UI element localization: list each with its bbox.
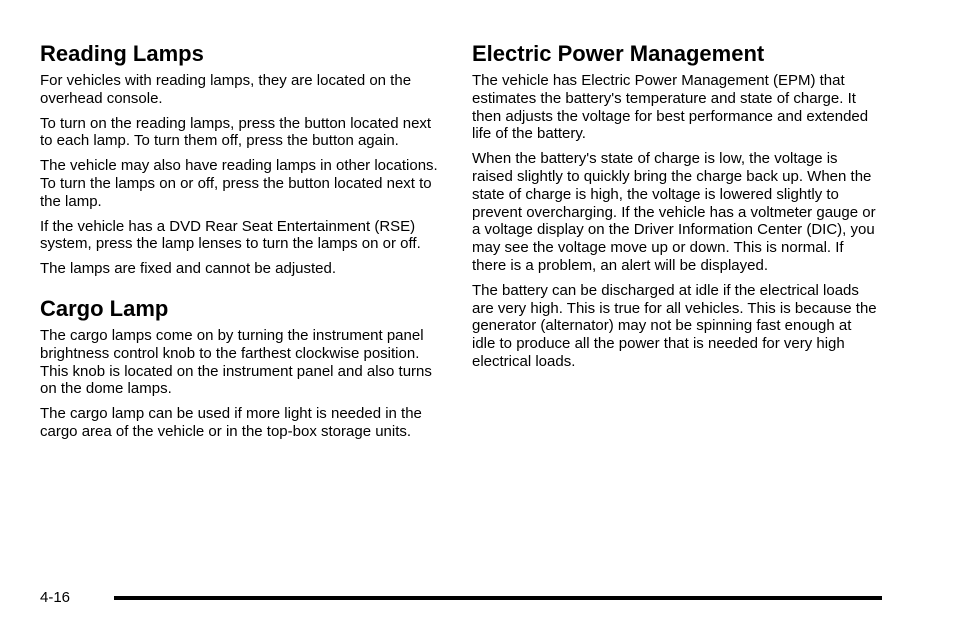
- reading-lamps-paragraph-3: The vehicle may also have reading lamps in other locations. To turn the lamps on or off, press the button located next to the lamp.: [40, 157, 438, 210]
- epm-paragraph-3: The battery can be discharged at idle if the electrical loads are very high. This is true for all vehicles. This is because the generator (alternator) may not be spinning fast enough at idle to produce all the power that is needed for very high electrical loads.: [472, 281, 877, 370]
- page-number: 4-16: [40, 589, 71, 606]
- right-column: [472, 40, 878, 378]
- electric-power-management-section: [472, 40, 878, 371]
- reading-lamps-paragraph-2: To turn on the reading lamps, press the button located next to each lamp. To turn them off, press the button again.: [40, 114, 432, 150]
- cargo-lamp-heading: Cargo Lamp: [40, 295, 169, 321]
- footer-rule: [114, 596, 882, 600]
- reading-lamps-heading: Reading Lamps: [40, 41, 204, 66]
- epm-paragraph-2: When the battery's state of charge is low, the voltage is raised slightly to quickly bring the charge back up. When the state of charge is high, the voltage is lowered slightly to prevent overcharging. If the vehicle has a voltmeter gauge or a voltage display on the Driver Information Center (DIC), you may see the voltage move up or down. This is normal. If there is a problem, an alert will be displayed.: [472, 150, 876, 274]
- electric-power-management-heading: Electric Power Management: [472, 41, 765, 66]
- left-column: [40, 40, 444, 448]
- reading-lamps-section: [40, 40, 444, 278]
- reading-lamps-paragraph-4: If the vehicle has a DVD Rear Seat Entertainment (RSE) system, press the lamp lenses to turn the lamps on or off.: [40, 217, 421, 253]
- reading-lamps-paragraph-1: For vehicles with reading lamps, they are located on the overhead console.: [40, 72, 412, 107]
- cargo-lamp-paragraph-2: The cargo lamp can be used if more light is needed in the cargo area of the vehicle or in the top-box storage units.: [40, 405, 422, 440]
- cargo-lamp-section: [40, 295, 444, 441]
- epm-paragraph-1: The vehicle has Electric Power Management (EPM) that estimates the battery's temperature and state of charge. It then adjusts the voltage for best performance and extended life of the battery.: [472, 72, 869, 143]
- reading-lamps-paragraph-5: The lamps are fixed and cannot be adjusted.: [40, 260, 337, 278]
- cargo-lamp-paragraph-1: The cargo lamps come on by turning the instrument panel brightness control knob to the farthest clockwise position. This knob is located on the instrument panel and also turns on the dome lamps.: [40, 326, 432, 398]
